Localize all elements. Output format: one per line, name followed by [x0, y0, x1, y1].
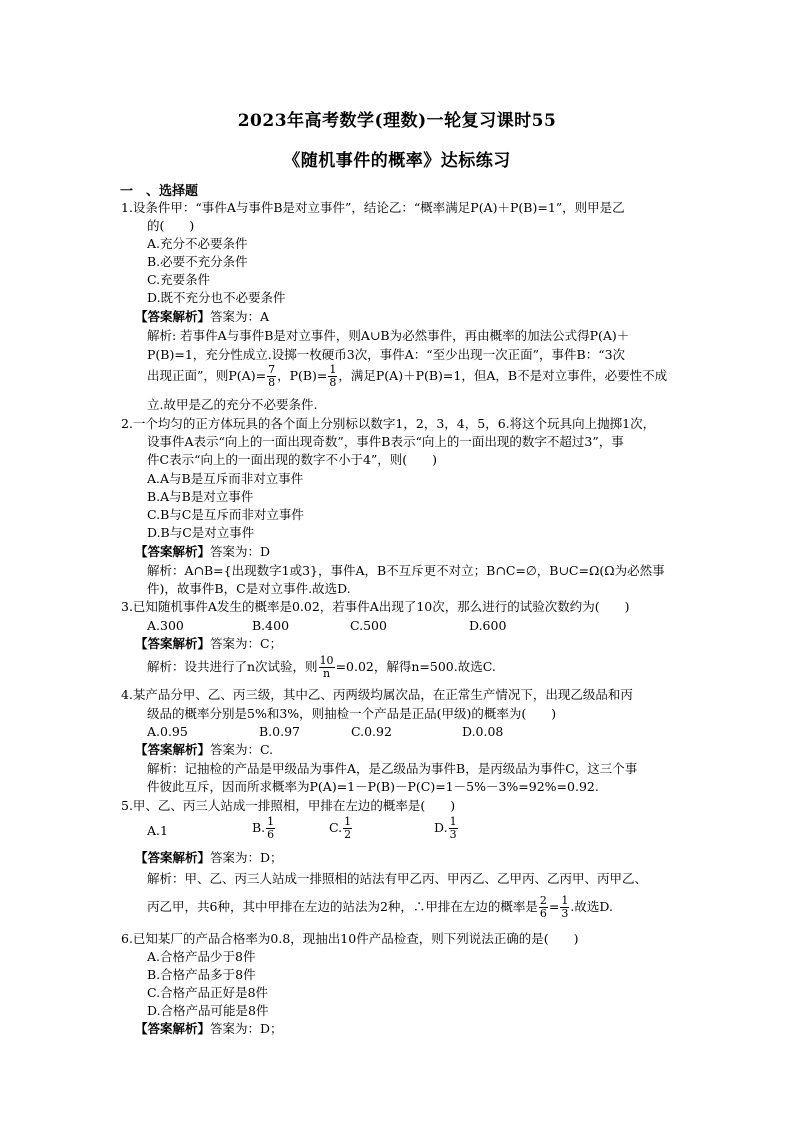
q2-explanation-line-1: 解析：A∩B={出现数字1或3}，事件A，B不互斥更不对立；B∩C=∅，B∪C=Ω(Ω为必然事 — [147, 563, 665, 578]
fraction — [343, 816, 352, 841]
q6-option-c: C.合格产品正好是8件 — [147, 985, 269, 1000]
q6-answer-line — [135, 1020, 283, 1037]
fraction-numerator: 1 — [449, 815, 457, 828]
title-line-2: 《随机事件的概率》达标练习 — [283, 151, 511, 171]
answer-label: 【答案解析】 — [135, 1021, 211, 1036]
q1-option-d: D.既不充分也不必要条件 — [147, 290, 286, 305]
fraction — [560, 895, 569, 920]
q3-stem: 3.已知随机事件A发生的概率是0.02，若事件A出现了10次，那么进行的试验次数约为( ) — [121, 599, 630, 614]
q5-answer: 答案为：D； — [210, 850, 283, 865]
q6-option-d: D.合格产品可能是8件 — [147, 1003, 269, 1018]
q4-option-c: C.0.92 — [351, 724, 392, 739]
q5-option-d-label: D. — [434, 820, 448, 835]
q5-option-a: A.1 — [147, 823, 168, 838]
q4-option-a: A.0.95 — [147, 724, 188, 739]
fraction-numerator: 1 — [344, 815, 352, 828]
q6-stem: 6.已知某厂的产品合格率为0.8，现抽出10件产品检查，则下列说法正确的是( ) — [121, 931, 579, 946]
q2-stem-line-2: 设事件A表示“向上的一面出现奇数”，事件B表示“向上的一面出现的数字不超过3”，事 — [147, 434, 624, 449]
q3-option-d: D.600 — [469, 618, 507, 633]
fraction — [449, 816, 458, 841]
fraction — [267, 364, 276, 389]
q1-exp3-text-a: 出现正面”，则P(A)= — [147, 368, 267, 383]
q5-option-c-label: C. — [329, 820, 343, 835]
fraction-numerator: 10 — [319, 654, 334, 667]
q5-option-b-label: B. — [252, 820, 266, 835]
answer-label: 【答案解析】 — [135, 850, 211, 865]
fraction — [266, 816, 275, 841]
fraction-numerator: 1 — [267, 815, 275, 828]
fraction-denominator: 2 — [344, 828, 352, 841]
q5-explanation-line-2 — [147, 895, 613, 920]
q4-answer: 答案为：C. — [210, 742, 274, 757]
fraction-numerator: 2 — [539, 894, 547, 907]
answer-label: 【答案解析】 — [135, 636, 211, 651]
q1-option-a: A.充分不必要条件 — [147, 236, 248, 251]
fraction-denominator: 6 — [539, 907, 547, 920]
q4-explanation-line-1: 解析：记抽检的产品是甲级品为事件A，是乙级品为事件B，是丙级品为事件C，这三个事 — [147, 761, 638, 776]
q5-explanation-line-1: 解析：甲、乙、丙三人站成一排照相的站法有甲乙丙、甲丙乙、乙甲丙、乙丙甲、丙甲乙、 — [147, 871, 648, 886]
q3-option-b: B.400 — [252, 618, 290, 633]
q5-option-b — [252, 816, 276, 841]
q4-answer-line — [135, 741, 273, 758]
fraction-denominator: 3 — [449, 828, 457, 841]
q2-stem-line-1: 2.一个均匀的正方体玩具的各个面上分别标以数字1，2，3，4，5，6.将这个玩具向上抛掷1次， — [121, 416, 656, 431]
section-heading: 一 、选择题 — [120, 184, 199, 199]
q4-option-b: B.0.97 — [259, 724, 300, 739]
q1-explanation-line-2: P(B)=1，充分性成立.设掷一枚硬币3次，事件A：“至少出现一次正面”，事件B：“3次 — [147, 347, 626, 362]
q3-explanation — [147, 655, 496, 680]
q5-stem: 5.甲、乙、丙三人站成一排照相，甲排在左边的概率是( ) — [121, 798, 456, 813]
q3-option-c: C.500 — [350, 618, 387, 633]
q1-option-b: B.必要不充分条件 — [147, 254, 248, 269]
q4-option-d: D.0.08 — [462, 724, 504, 739]
q5-exp2-text-a: 丙乙甲，共6种，其中甲排在左边的站法为2种，∴甲排在左边的概率是 — [147, 899, 538, 914]
answer-label: 【答案解析】 — [135, 544, 211, 559]
q6-option-a: A.合格产品少于8件 — [147, 949, 256, 964]
q5-exp2-text-b: .故选D. — [570, 899, 613, 914]
q3-exp-text-a: 解析：设共进行了n次试验，则 — [147, 659, 318, 674]
q1-answer-line — [135, 308, 269, 325]
q1-exp3-text-c: ，满足P(A)＋P(B)=1，但A，B不是对立事件，必要性不成 — [338, 368, 668, 383]
fraction — [539, 895, 548, 920]
q1-answer: 答案为：A — [210, 309, 270, 324]
fraction-denominator: 8 — [268, 376, 276, 389]
title-line-1: 2023年高考数学(理数)一轮复习课时55 — [237, 111, 557, 131]
fraction-denominator: 8 — [329, 376, 337, 389]
answer-label: 【答案解析】 — [135, 309, 211, 324]
q5-option-c — [329, 816, 353, 841]
answer-label: 【答案解析】 — [135, 742, 211, 757]
q2-option-b: B.A与B是对立事件 — [147, 489, 254, 504]
q5-option-d — [434, 816, 459, 841]
q2-stem-line-3: 件C表示“向上的一面出现的数字不小于4”，则( ) — [147, 452, 438, 467]
q1-stem-line-1: 1.设条件甲：“事件A与事件B是对立事件”，结论乙：“概率满足P(A)＋P(B)=1”，则甲是乙 — [121, 200, 625, 215]
q3-option-a: A.300 — [147, 618, 184, 633]
fraction — [319, 655, 335, 680]
fraction-numerator: 7 — [268, 363, 276, 376]
q3-exp-text-b: =0.02，解得n=500.故选C. — [335, 659, 496, 674]
q2-answer-line — [135, 543, 270, 560]
q2-explanation-line-2: 件)，故事件B，C是对立事件.故选D. — [147, 581, 351, 596]
q5-answer-line — [135, 849, 283, 866]
q1-exp3-text-b: ，P(B)= — [277, 368, 328, 383]
q6-option-b: B.合格产品多于8件 — [147, 967, 256, 982]
q2-answer: 答案为：D — [210, 544, 271, 559]
fraction-numerator: 1 — [561, 894, 569, 907]
q3-answer-line — [135, 635, 282, 652]
q3-answer: 答案为：C； — [210, 636, 283, 651]
q2-option-d: D.B与C是对立事件 — [147, 525, 255, 540]
q4-explanation-line-2: 件彼此互斥，因而所求概率为P(A)=1－P(B)－P(C)=1－5%－3%=92%=0.92. — [147, 779, 599, 794]
fraction-denominator: 3 — [561, 907, 569, 920]
q2-option-a: A.A与B是互斥而非对立事件 — [147, 471, 304, 486]
q2-option-c: C.B与C是互斥而非对立事件 — [147, 507, 304, 522]
q6-answer: 答案为：D； — [210, 1021, 283, 1036]
fraction — [328, 364, 337, 389]
q4-stem-line-1: 4.某产品分甲、乙、丙三级，其中乙、丙两级均属次品，在正常生产情况下，出现乙级品和丙 — [121, 687, 633, 702]
q1-explanation-line-3 — [147, 364, 667, 389]
q1-explanation-line-4: 立.故甲是乙的充分不必要条件. — [147, 397, 318, 412]
fraction-denominator: n — [323, 667, 331, 680]
q4-stem-line-2: 级品的概率分别是5%和3%，则抽检一个产品是正品(甲级)的概率为( ) — [147, 706, 557, 721]
equals-sign: = — [548, 899, 560, 914]
q1-stem-line-2: 的( ) — [147, 218, 195, 233]
fraction-denominator: 6 — [267, 828, 275, 841]
q1-option-c: C.充要条件 — [147, 272, 211, 287]
q1-explanation-line-1: 解析: 若事件A与事件B是对立事件，则A∪B为必然事件，再由概率的加法公式得P(A)＋ — [147, 328, 630, 343]
fraction-numerator: 1 — [329, 363, 337, 376]
